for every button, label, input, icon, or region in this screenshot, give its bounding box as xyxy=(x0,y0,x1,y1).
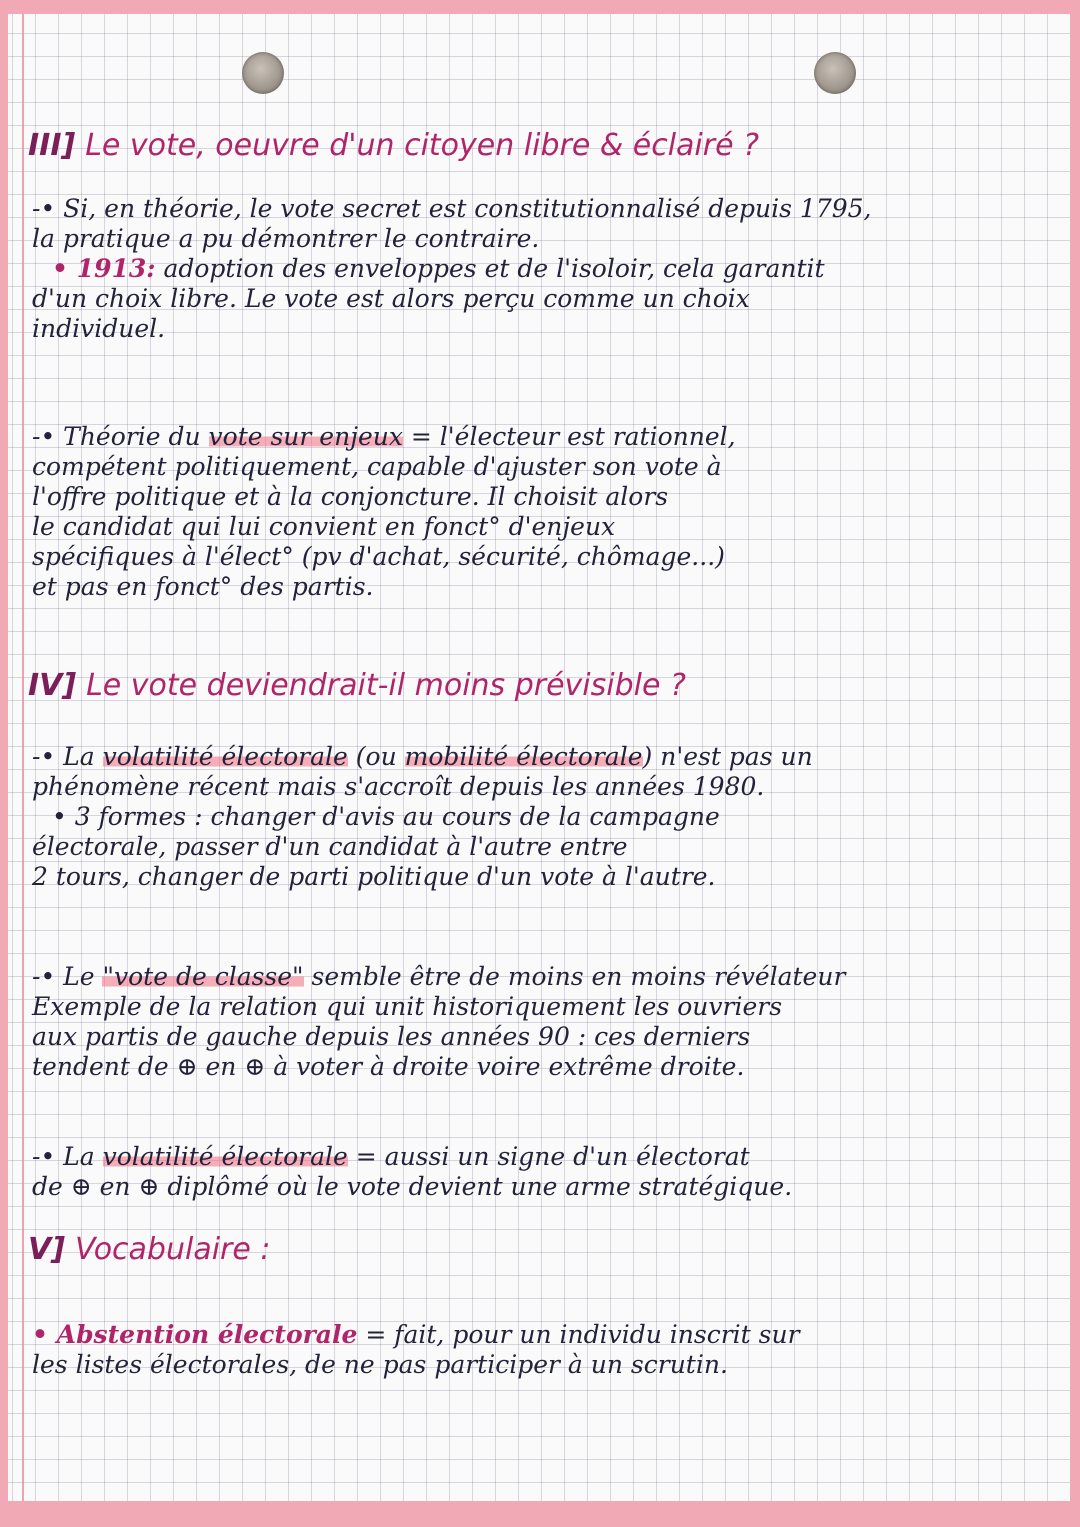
paragraph-issue-voting xyxy=(32,422,1052,602)
text-fragment: = fait, pour un individu inscrit sur xyxy=(357,1320,800,1349)
lead-text: -• Théorie du xyxy=(32,422,209,451)
text-fragment: = l'électeur est rationnel, xyxy=(402,422,736,451)
bullet-line: • 3 formes : changer d'avis au cours de la campagne xyxy=(52,802,720,831)
bullet-year: • 1913: xyxy=(52,254,156,283)
text-fragment: (ou xyxy=(347,742,405,771)
paragraph-educated-electorate xyxy=(32,1142,1052,1202)
section-title: Vocabulaire : xyxy=(74,1232,271,1267)
text-fragment: = aussi un signe d'un électorat xyxy=(347,1142,750,1171)
section-heading-3 xyxy=(28,128,759,163)
page-border-bottom xyxy=(0,1501,1080,1527)
text-line: -• Si, en théorie, le vote secret est constitutionnalisé depuis 1795, xyxy=(32,194,872,223)
section-heading-4 xyxy=(28,668,686,703)
text-line: d'un choix libre. Le vote est alors perçu comme un choix xyxy=(32,284,750,313)
text-line: Exemple de la relation qui unit historiquement les ouvriers xyxy=(32,992,783,1021)
section-heading-5 xyxy=(28,1232,270,1267)
text-fragment: semble être de moins en moins révélateur xyxy=(303,962,846,991)
text-line: le candidat qui lui convient en fonct° d'enjeux xyxy=(32,512,616,541)
page-border-left xyxy=(0,0,8,1527)
text-line: et pas en fonct° des partis. xyxy=(32,572,374,601)
text-line: spécifiques à l'élect° (pv d'achat, sécurité, chômage...) xyxy=(32,542,725,571)
text-line: compétent politiquement, capable d'ajuster son vote à xyxy=(32,452,722,481)
page-border-top xyxy=(0,0,1080,14)
paragraph-abstention xyxy=(32,1320,1052,1380)
text-line: électorale, passer d'un candidat à l'autre entre xyxy=(32,832,628,861)
text-line xyxy=(32,422,1052,452)
lead-text: -• Le xyxy=(32,962,103,991)
text-line: les listes électorales, de ne pas participer à un scrutin. xyxy=(32,1350,728,1379)
binder-hole-right xyxy=(814,52,856,94)
lead-text: -• La xyxy=(32,742,103,771)
text-line: de ⊕ en ⊕ diplômé où le vote devient une arme stratégique. xyxy=(32,1172,793,1201)
lead-text: -• La xyxy=(32,1142,103,1171)
text-line: 2 tours, changer de parti politique d'un vote à l'autre. xyxy=(32,862,716,891)
text-line: individuel. xyxy=(32,314,166,343)
text-line xyxy=(32,962,1052,992)
page-border-right xyxy=(1070,0,1080,1527)
paragraph-secret-vote xyxy=(32,194,1052,344)
text-line xyxy=(32,1142,1052,1172)
text-line: aux partis de gauche depuis les années 90 : ces derniers xyxy=(32,1022,751,1051)
text-line: la pratique a pu démontrer le contraire. xyxy=(32,224,540,253)
section-number: IV] xyxy=(28,668,77,703)
section-title: Le vote deviendrait-il moins prévisible ? xyxy=(86,668,686,703)
highlighted-term: mobilité électorale xyxy=(404,742,643,771)
paragraph-class-vote xyxy=(32,962,1052,1082)
text-fragment: ) n'est pas un xyxy=(642,742,813,771)
bullet-line xyxy=(32,254,1052,284)
highlighted-term: "vote de classe" xyxy=(102,962,304,991)
section-number: V] xyxy=(28,1232,65,1267)
highlighted-term: vote sur enjeux xyxy=(208,422,403,451)
text-line: l'offre politique et à la conjoncture. Il choisit alors xyxy=(32,482,669,511)
paragraph-volatility xyxy=(32,742,1052,892)
text-line xyxy=(32,742,1052,772)
margin-line xyxy=(22,14,24,1501)
text-line: phénomène récent mais s'accroît depuis les années 1980. xyxy=(32,772,765,801)
bullet-text: adoption des enveloppes et de l'isoloir, cela garantit xyxy=(155,254,825,283)
highlighted-term: volatilité électorale xyxy=(102,1142,348,1171)
text-line xyxy=(32,1320,1052,1350)
highlighted-term: volatilité électorale xyxy=(102,742,348,771)
vocabulary-term: • Abstention électorale xyxy=(32,1320,358,1349)
section-number: III] xyxy=(28,128,76,163)
text-line: tendent de ⊕ en ⊕ à voter à droite voire extrême droite. xyxy=(32,1052,745,1081)
section-title: Le vote, oeuvre d'un citoyen libre & éclairé ? xyxy=(85,128,760,163)
binder-hole-left xyxy=(242,52,284,94)
